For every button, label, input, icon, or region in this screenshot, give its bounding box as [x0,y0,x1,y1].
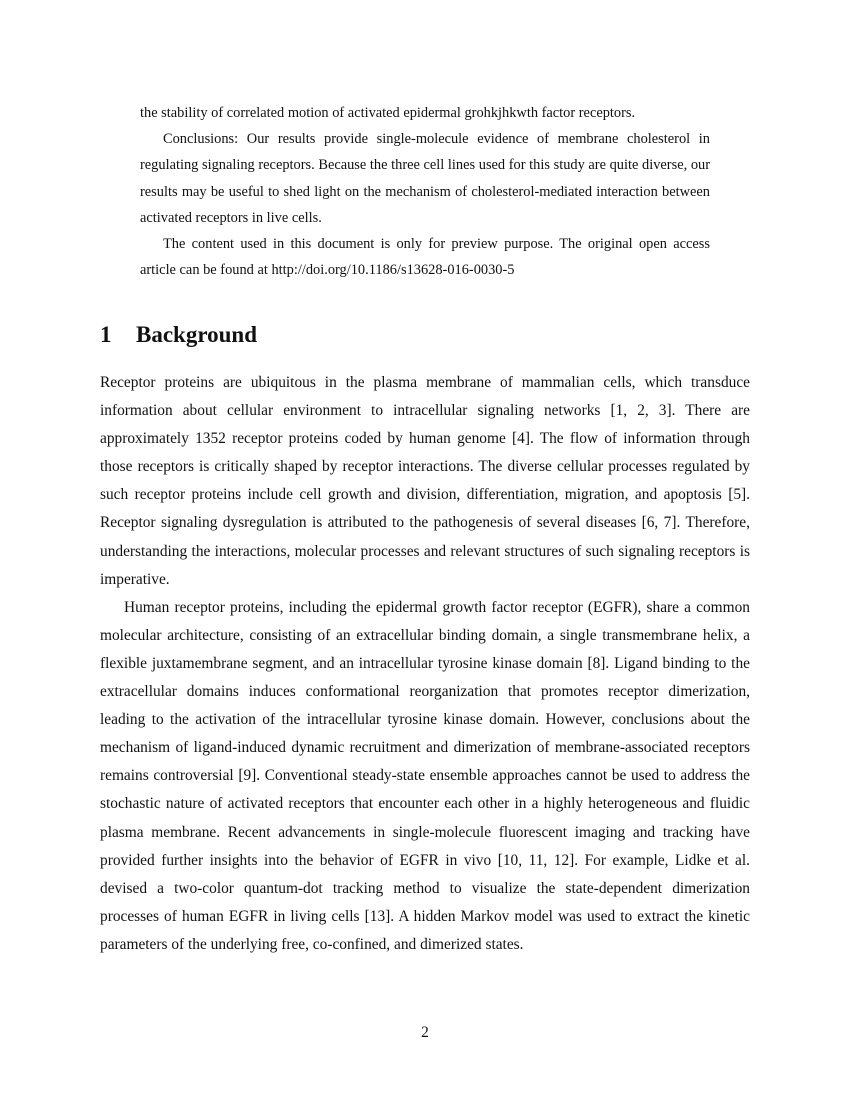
body-text [100,369,750,959]
section-title: Background [136,322,258,347]
section-number: 1 [100,322,112,347]
section-heading [100,318,257,352]
page-number: 2 [421,1024,429,1041]
abstract-continuation: the stability of correlated motion of activated epidermal grohkjhkwth factor receptors. [140,105,636,121]
body-paragraph: Human receptor proteins, including the epidermal growth factor receptor (EGFR), share a common molecular architecture, consisting of an extracellular binding domain, a single transmembrane helix, a flexible juxtamembrane segment, and an intracellular tyrosine kinase domain [8]. Ligand binding to the extracellular domains induces conformational reorganization that promotes receptor dimerization, leading to the activation of the intracellular tyrosine kinase domain. However, conclusions about the mechanism of ligand-induced dynamic recruitment and dimerization of membrane-associated receptors remains controversial [9]. Conventional steady-state ensemble approaches cannot be used to address the stochastic nature of activated receptors that encounter each other in a highly heterogeneous and fluidic plasma membrane. Recent advancements in single-molecule fluorescent imaging and tracking have provided further insights into the behavior of EGFR in vivo [10, 11, 12]. For example, Lidke et al. devised a two-color quantum-dot tracking method to visualize the state-dependent dimerization processes of human EGFR in living cells [13]. A hidden Markov model was used to extract the kinetic parameters of the underlying free, co-confined, and dimerized states. [100,598,750,953]
abstract-conclusions: Conclusions: Our results provide single-molecule evidence of membrane cholesterol in regulating signaling receptors. Because the three cell lines used for this study are quite diverse, our results may be useful to shed light on the mechanism of cholesterol-mediated interaction between activated receptors in live cells. [140,131,710,226]
body-paragraph: Receptor proteins are ubiquitous in the plasma membrane of mammalian cells, which transduce information about cellular environment to intracellular signaling networks [1, 2, 3]. There are approximately 1352 receptor proteins coded by human genome [4]. The flow of information through those receptors is critically shaped by receptor interactions. The diverse cellular processes regulated by such receptor proteins include cell growth and division, differentiation, migration, and apoptosis [5]. Receptor signaling dysregulation is attributed to the pathogenesis of several diseases [6, 7]. Therefore, understanding the interactions, molecular processes and relevant structures of such signaling receptors is imperative. [100,374,750,588]
abstract-block [140,100,710,283]
preview-note: The content used in this document is only for preview purpose. The original open access article can be found at http://doi.org/10.1186/s13628-016-0030-5 [140,236,710,279]
